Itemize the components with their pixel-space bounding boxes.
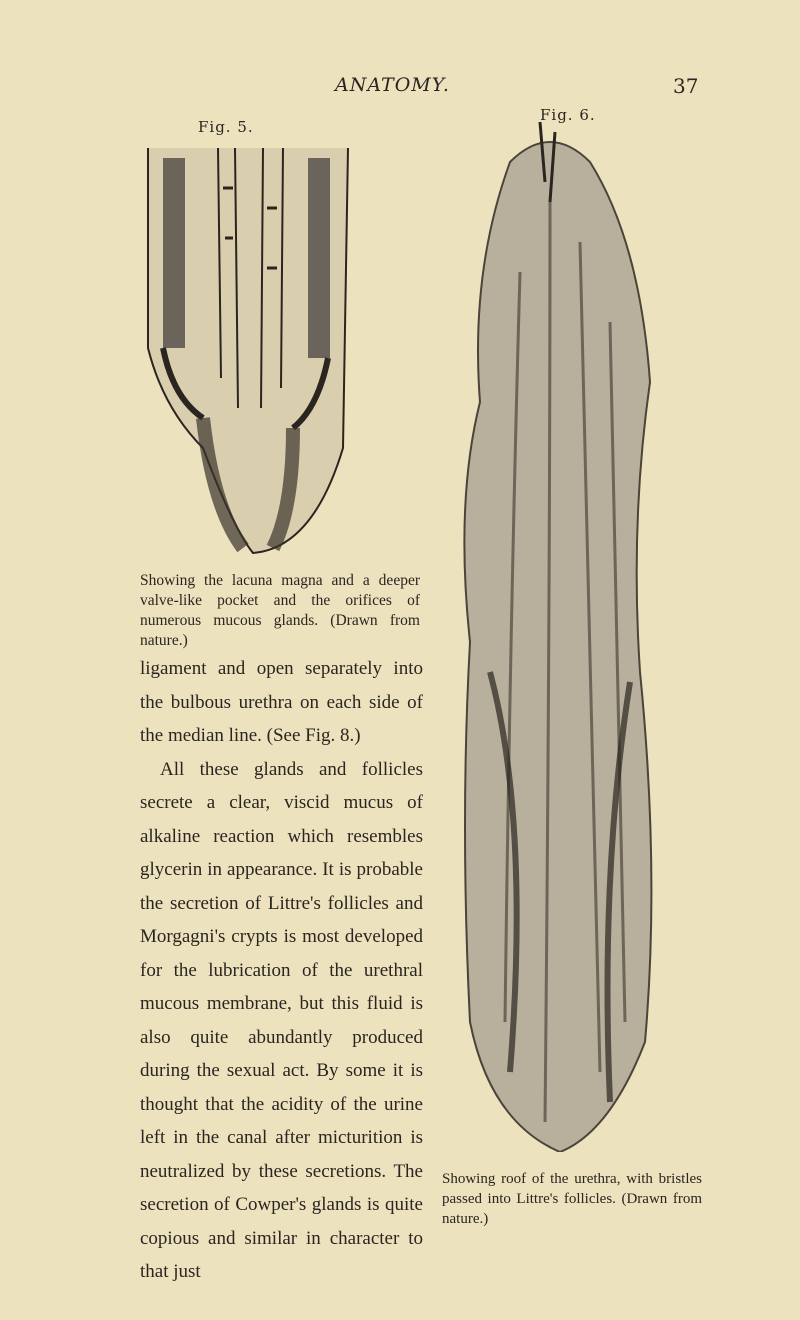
figure-6-caption: Showing roof of the urethra, with bristles passed into Littre's follicles. (Drawn from nature.) (442, 1171, 702, 1227)
page-number: 37 (673, 74, 699, 98)
figure-5-illustration (143, 148, 353, 558)
figure-5-label: Fig. 5. (198, 118, 254, 136)
figure-5-caption: Showing the lacuna magna and a deeper valve-like pocket and the orifices of numerous mucous glands. (Drawn from nature.) (140, 572, 420, 649)
figure-6-illustration (450, 122, 660, 1152)
paragraph: ligament and open separately into the bulbous urethra on each side of the median line. (See Fig. 8.) (140, 658, 423, 746)
running-title: ANATOMY. (335, 74, 450, 96)
paragraph: All these glands and follicles secrete a clear, viscid mucus of alkaline reaction which resembles glycerin in appearance. It is probable the secretion of Littre's follicles and Morgagni's crypts is most developed for the lubrication of the urethral mucous membrane, but this fluid is also quite abundantly produced during the sexual act. By some it is thought that the acidity of the urine left in the canal after micturition is neutralized by these secretions. The secretion of Cowper's glands is quite copious and similar in character to that just (140, 758, 423, 1282)
page-header (0, 74, 800, 104)
figure-6-label: Fig. 6. (540, 106, 596, 124)
body-text (140, 652, 423, 1289)
